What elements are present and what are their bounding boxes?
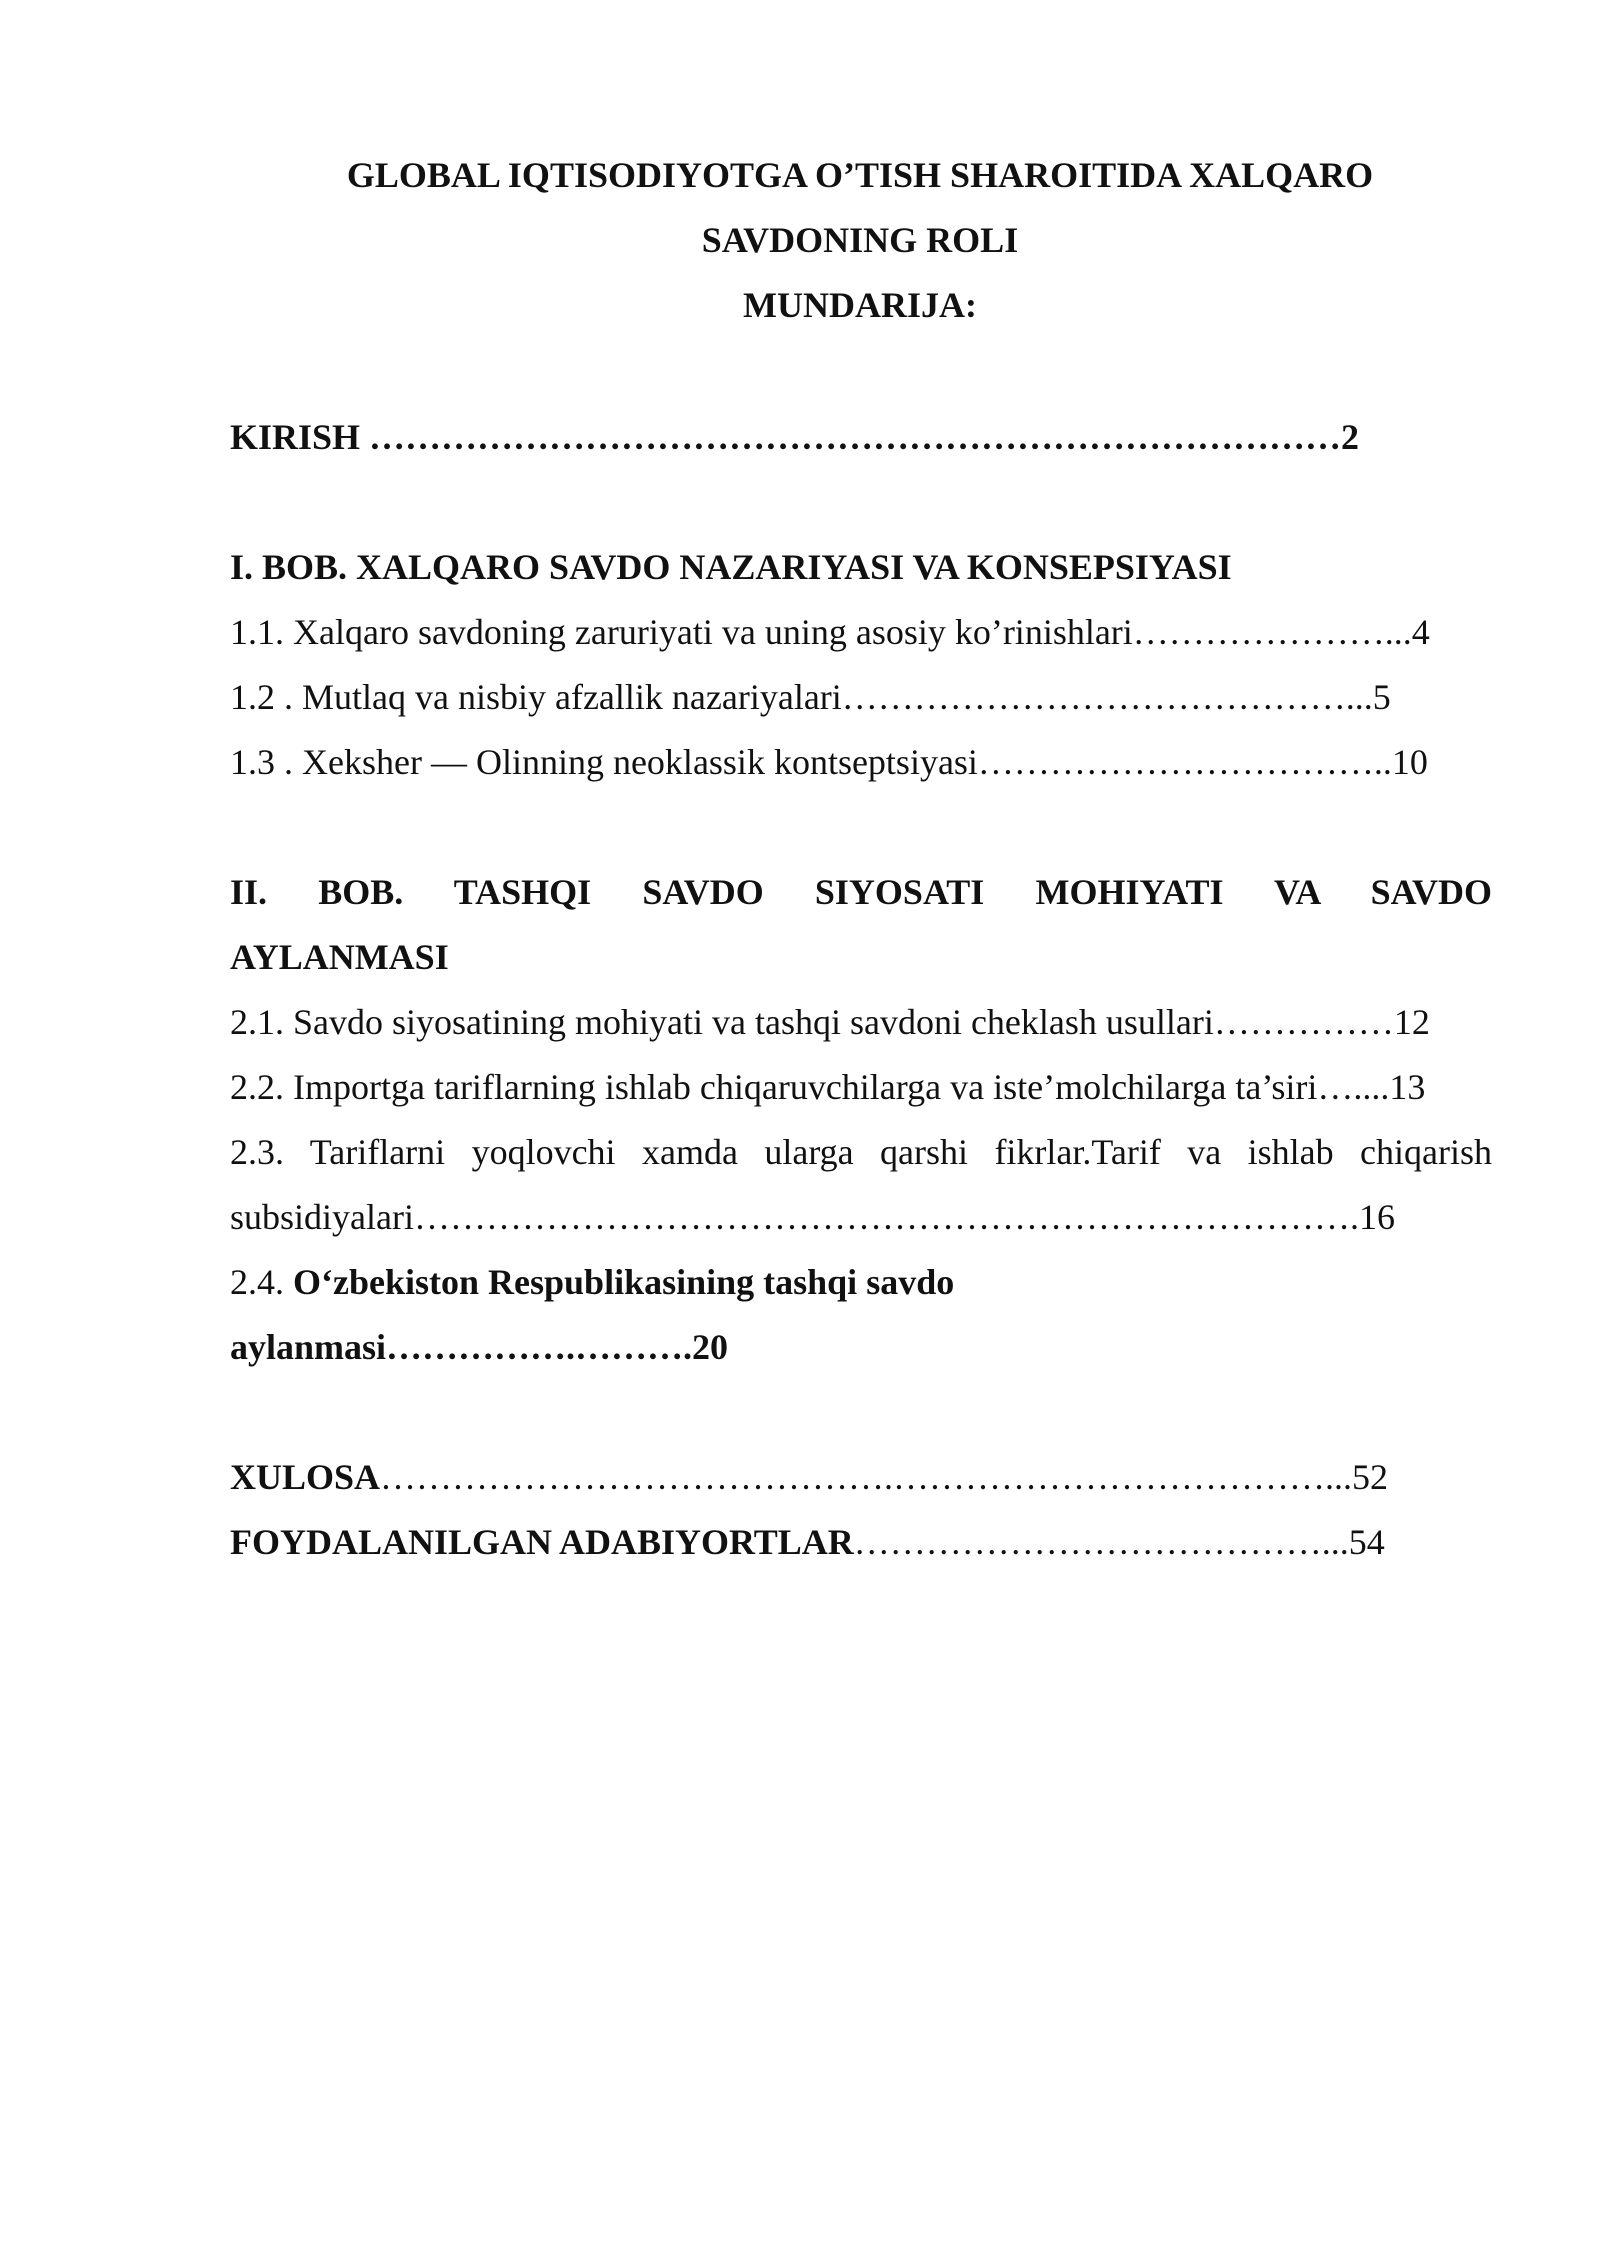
xulosa-label: XULOSA [230, 1457, 381, 1497]
toc-entry-2-1: 2.1. Savdo siyosatining mohiyati va tashqi savdoni cheklash usullari……………12 [230, 1002, 1430, 1042]
toc-entry-adabiyot [230, 1510, 1492, 1575]
toc-entry-2-3-line2: subsidiyalari…………………………………………………………………….16 [230, 1197, 1395, 1237]
document-title-line1: GLOBAL IQTISODIYOTGA O’TISH SHAROITIDA XALQARO [346, 155, 1374, 195]
toc-entry-2-2: 2.2. Importga tariflarning ishlab chiqaruvchilarga va iste’molchilarga ta’siri…....13 [230, 1067, 1426, 1107]
chapter2-heading-line2: AYLANMASI [230, 937, 449, 977]
toc-entry-2-4 [230, 1250, 1492, 1315]
toc-entry-2-4-line2: aylanmasi…………….……….20 [230, 1327, 729, 1367]
adabiyot-label: FOYDALANILGAN ADABIYORTLAR [230, 1522, 854, 1562]
toc-entry-xulosa [230, 1445, 1492, 1510]
toc-entry-2-3-line1: 2.3. Tariflarni yoqlovchi xamda ularga qarshi fikrlar.Tarif va ishlab chiqarish [230, 1132, 1492, 1172]
toc-entry-2-4-title: O‘zbekiston Respublikasining tashqi savdo [293, 1262, 955, 1302]
chapter1-heading: I. BOB. XALQARO SAVDO NAZARIYASI VA KONSEPSIYASI [230, 547, 1232, 587]
chapter2-heading-line1: II. BOB. TASHQI SAVDO SIYOSATI MOHIYATI VA SAVDO [230, 872, 1492, 912]
toc-entry-1-1: 1.1. Xalqaro savdoning zaruriyati va uning asosiy ko’rinishlari…………………...4 [230, 612, 1430, 652]
toc-spacer [230, 470, 1492, 535]
toc-entry-kirish: KIRISH ………………………………………………………………………2 [230, 417, 1360, 457]
document-title-line2: SAVDONING ROLI [701, 220, 1019, 260]
toc-spacer [230, 1380, 1492, 1445]
toc-entry-1-2: 1.2 . Mutlaq va nisbiy afzallik nazariyalari……………………………………...5 [230, 677, 1391, 717]
toc-spacer [230, 795, 1492, 860]
xulosa-dots: …………………………………….………………………………...52 [380, 1457, 1389, 1497]
toc-entry-1-3: 1.3 . Xeksher — Olinning neoklassik kontseptsiyasi……………………………..10 [230, 742, 1428, 782]
table-of-contents [230, 405, 1492, 1575]
toc-heading: MUNDARIJA: [743, 285, 977, 325]
adabiyot-dots: …………………………………...54 [853, 1522, 1385, 1562]
toc-entry-2-4-number: 2.4. [230, 1262, 284, 1302]
